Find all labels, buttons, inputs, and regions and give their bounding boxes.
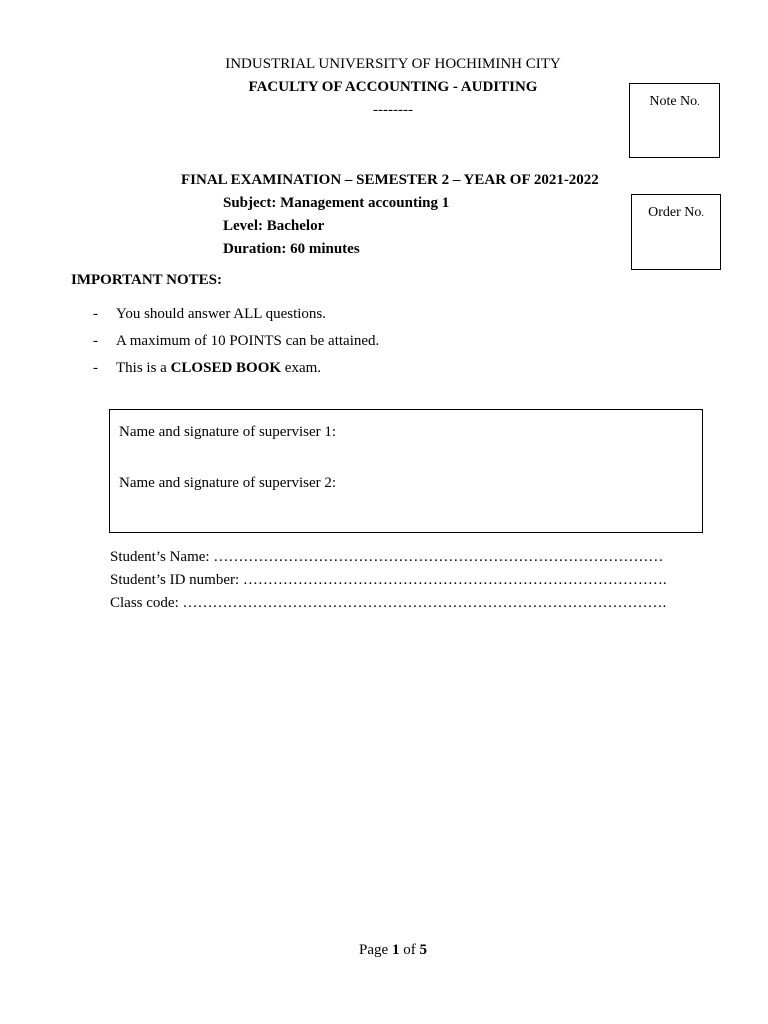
page-word: Page <box>359 942 392 958</box>
note-dash: - <box>93 360 98 376</box>
note-text-bold: CLOSED BOOK <box>170 360 282 376</box>
university-name: INDUSTRIAL UNIVERSITY OF HOCHIMINH CITY <box>225 56 561 72</box>
exam-duration: Duration: 60 minutes <box>223 241 360 257</box>
note-no-label: Note No <box>649 94 698 109</box>
note-no-box <box>629 83 720 158</box>
page-total: 5 <box>419 942 427 958</box>
note-text: You should answer ALL questions. <box>116 306 327 322</box>
order-no-box <box>631 194 721 270</box>
class-code-field: Class code: ……………………………………………………………………………………. <box>110 595 667 611</box>
note-text-suffix: exam. <box>281 360 322 376</box>
note-item-1 <box>93 304 326 324</box>
supervisor-1-label: Name and signature of superviser 1: <box>119 424 337 440</box>
note-text-prefix: This is a <box>116 360 171 376</box>
exam-level: Level: Bachelor <box>223 218 325 234</box>
page-footer <box>0 940 768 960</box>
note-item-2 <box>93 331 379 351</box>
exam-subject: Subject: Management accounting 1 <box>223 195 450 211</box>
notes-heading: IMPORTANT NOTES: <box>71 272 223 288</box>
note-item-3 <box>93 358 321 378</box>
student-id-field: Student’s ID number: …………………………………………………………………………. <box>110 572 667 588</box>
faculty-name: FACULTY OF ACCOUNTING - AUDITING <box>248 79 538 95</box>
order-no-dot: . <box>701 208 704 219</box>
exam-title: FINAL EXAMINATION – SEMESTER 2 – YEAR OF 2021-2022 <box>181 172 599 188</box>
note-dash: - <box>93 306 98 322</box>
note-text: A maximum of 10 POINTS can be attained. <box>116 333 380 349</box>
page-of-word: of <box>399 942 420 958</box>
page-current: 1 <box>391 942 400 958</box>
supervisor-2-label: Name and signature of superviser 2: <box>119 475 337 491</box>
header-separator: -------- <box>373 102 413 118</box>
order-no-label: Order No <box>648 205 702 220</box>
note-no-dot: . <box>697 97 700 108</box>
supervisor-box <box>109 409 703 533</box>
student-name-field: Student’s Name: ……………………………………………………………………………… <box>110 549 664 565</box>
note-dash: - <box>93 333 98 349</box>
